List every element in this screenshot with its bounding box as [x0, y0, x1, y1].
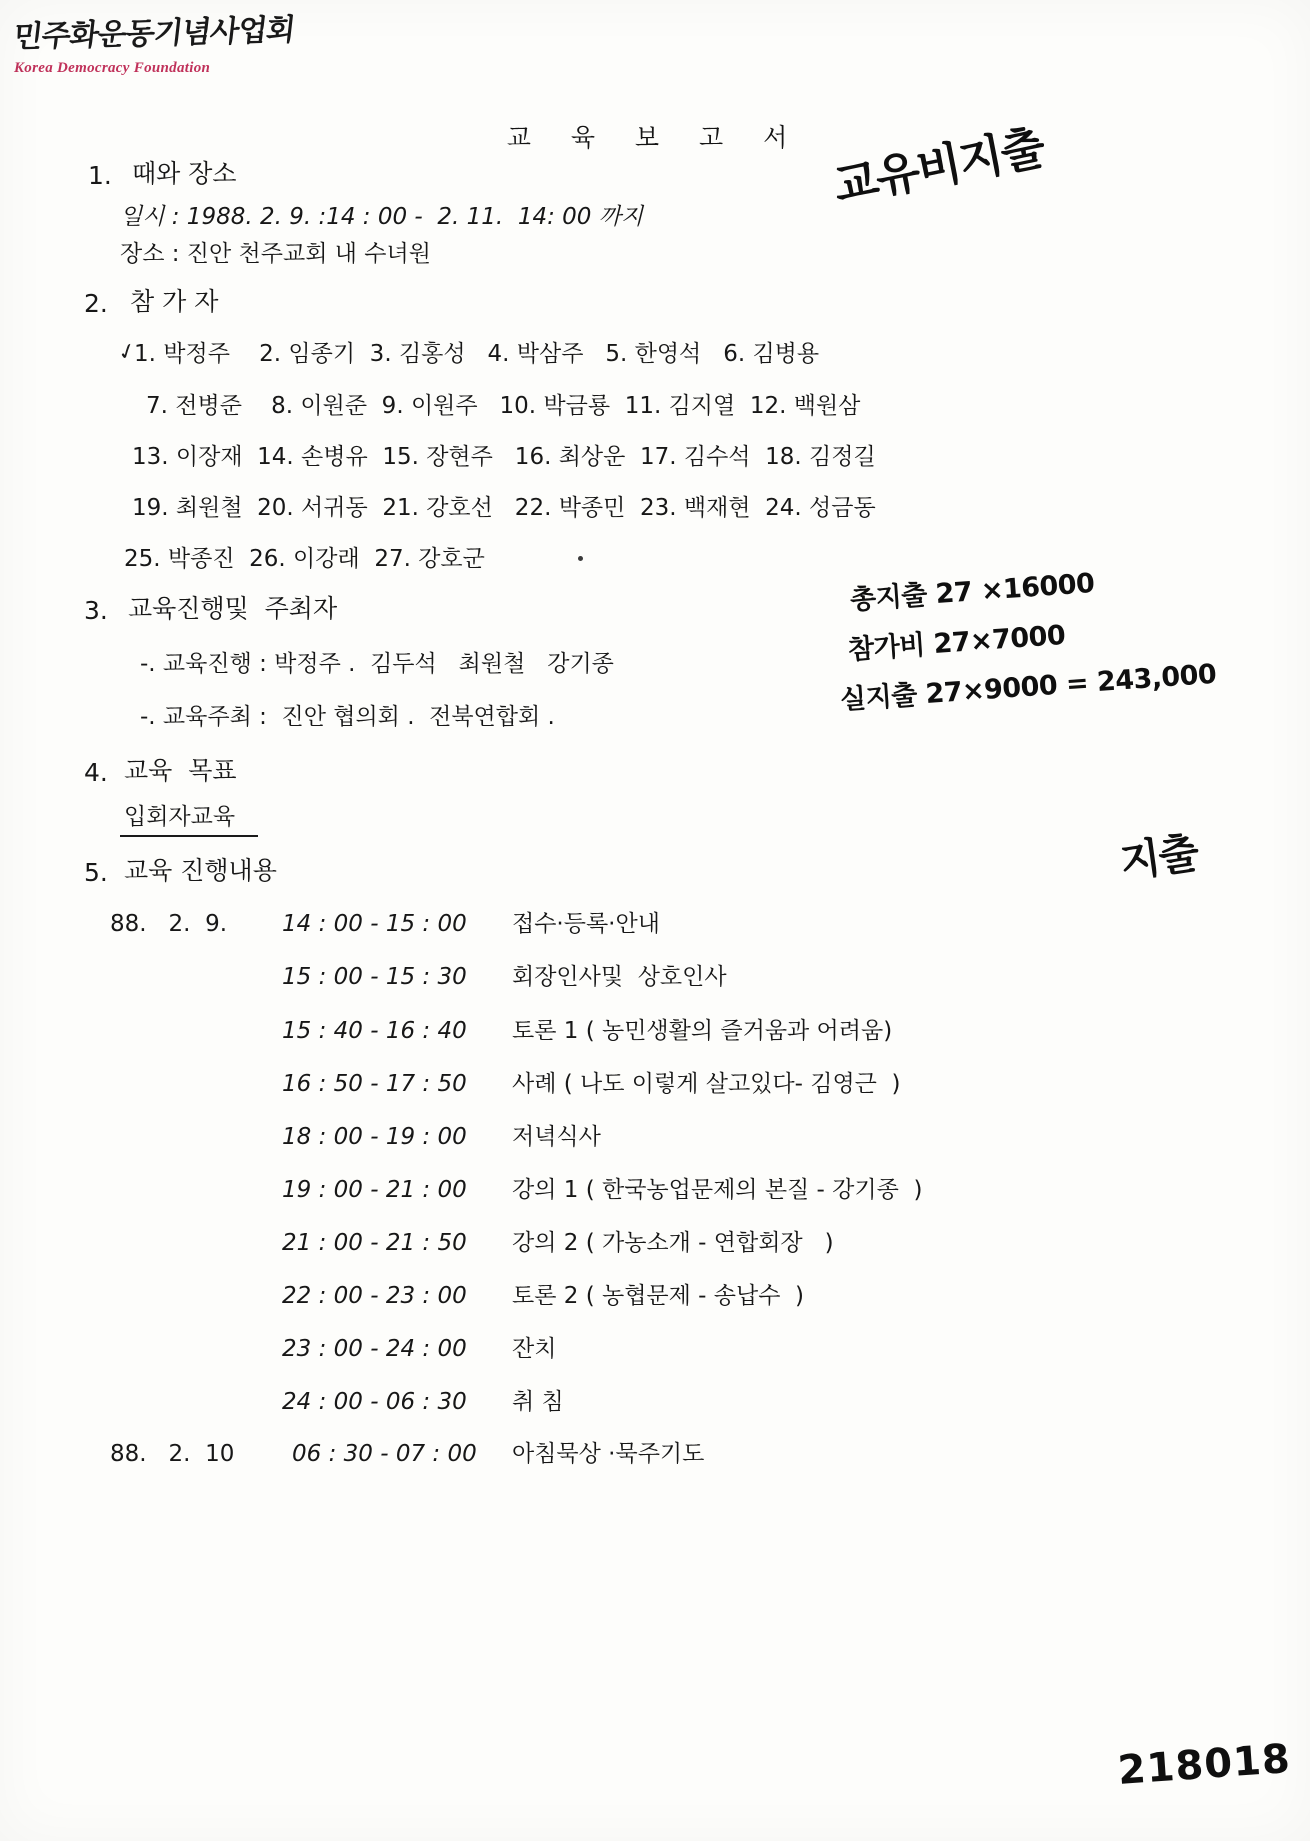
section-4-heading: 교육 목표	[124, 756, 237, 785]
section-5-heading: 교육 진행내용	[124, 856, 277, 885]
section-4-number: 4.	[84, 758, 108, 787]
schedule-row-content: 사례 ( 나도 이렇게 살고있다- 김영근 )	[512, 1071, 901, 1097]
checkmark-icon: ✓	[114, 337, 140, 368]
schedule-row-time: 15 : 40 - 16 : 40	[282, 1018, 467, 1044]
schedule-row-time: 14 : 00 - 15 : 00	[282, 911, 467, 937]
section-2-line-1: 7. 전병준 8. 이원준 9. 이원주 10. 박금룡 11. 김지열 12. 백원삼	[146, 393, 861, 419]
schedule-row-time: 22 : 00 - 23 : 00	[282, 1283, 467, 1309]
handwritten-page-number: 218018	[1116, 1735, 1293, 1794]
schedule-row-time: 19 : 00 - 21 : 00	[282, 1177, 467, 1203]
section-3-number: 3.	[84, 596, 108, 625]
section-2-line-3: 19. 최원철 20. 서귀동 21. 강호선 22. 박종민 23. 백재현 24. 성금동	[132, 495, 876, 521]
schedule-row-date: 88. 2. 9.	[110, 911, 228, 937]
section-2-number: 2.	[84, 289, 108, 318]
section-3-line-1: -. 교육주최 : 진안 협의회 . 전북연합회 .	[140, 704, 555, 730]
section-1-heading: 때와 장소	[132, 159, 237, 188]
section-1-number: 1.	[88, 161, 112, 190]
schedule-row-content: 잔치	[512, 1336, 557, 1362]
schedule-row-date: 88. 2. 10	[110, 1441, 235, 1467]
schedule-row-time: 06 : 30 - 07 : 00	[292, 1441, 477, 1467]
section-2-heading: 참 가 자	[130, 287, 219, 316]
schedule-row-content: 아침묵상 ·묵주기도	[512, 1441, 705, 1467]
section-1-line-0: 일시 : 1988. 2. 9. :14 : 00 - 2. 11. 14: 00 까지	[120, 204, 644, 230]
document-title: 교 육 보 고 서	[506, 123, 804, 152]
schedule-row-content: 강의 2 ( 가농소개 - 연합회장 )	[512, 1230, 834, 1256]
schedule-row-content: 회장인사및 상호인사	[512, 964, 727, 990]
section-3-line-0: -. 교육진행 : 박정주 . 김두석 최원철 강기종	[140, 651, 614, 677]
schedule-row-content: 접수·등록·안내	[512, 911, 660, 937]
schedule-row-time: 23 : 00 - 24 : 00	[282, 1336, 467, 1362]
section-2-line-4: 25. 박종진 26. 이강래 27. 강호군	[124, 546, 485, 572]
handwritten-calc-line-1: 참가비 27×7000	[847, 619, 1067, 666]
schedule-row-content: 취 침	[512, 1389, 564, 1415]
section-2-line-0: 1. 박정주 2. 임종기 3. 김홍성 4. 박삼주 5. 한영석 6. 김병용	[134, 341, 820, 367]
underline-mark	[120, 835, 258, 837]
schedule-row-time: 18 : 00 - 19 : 00	[282, 1124, 467, 1150]
section-1-line-1: 장소 : 진안 천주교회 내 수녀원	[120, 241, 431, 267]
schedule-row-content: 저녁식사	[512, 1124, 601, 1150]
handwritten-note-top-right: 교유비지출	[829, 119, 1048, 214]
handwritten-calc-line-2: 실지출 27×9000 = 243,000	[839, 658, 1218, 716]
section-4-line-0: 입회자교육	[124, 804, 236, 830]
schedule-row-time: 21 : 00 - 21 : 50	[282, 1230, 467, 1256]
archive-logo-korean: 민주화운동기념사업회	[11, 12, 297, 55]
schedule-row-content: 토론 2 ( 농협문제 - 송납수 )	[512, 1283, 805, 1309]
archive-logo-english: Korea Democracy Foundation	[14, 60, 211, 76]
handwritten-calc-line-0: 총지출 27 ×16000	[849, 567, 1096, 616]
schedule-row-time: 15 : 00 - 15 : 30	[282, 964, 467, 990]
schedule-row-content: 토론 1 ( 농민생활의 즐거움과 어려움)	[512, 1018, 893, 1044]
schedule-row-time: 16 : 50 - 17 : 50	[282, 1071, 467, 1097]
ink-dot	[578, 556, 583, 561]
schedule-row-content: 강의 1 ( 한국농업문제의 본질 - 강기종 )	[512, 1177, 923, 1203]
section-3-heading: 교육진행및 주최자	[128, 594, 338, 623]
schedule-row-time: 24 : 00 - 06 : 30	[282, 1389, 467, 1415]
section-2-line-2: 13. 이장재 14. 손병유 15. 장현주 16. 최상운 17. 김수석 18. 김정길	[132, 444, 876, 470]
section-5-number: 5.	[84, 858, 108, 887]
handwritten-signature: 지출	[1116, 827, 1201, 887]
